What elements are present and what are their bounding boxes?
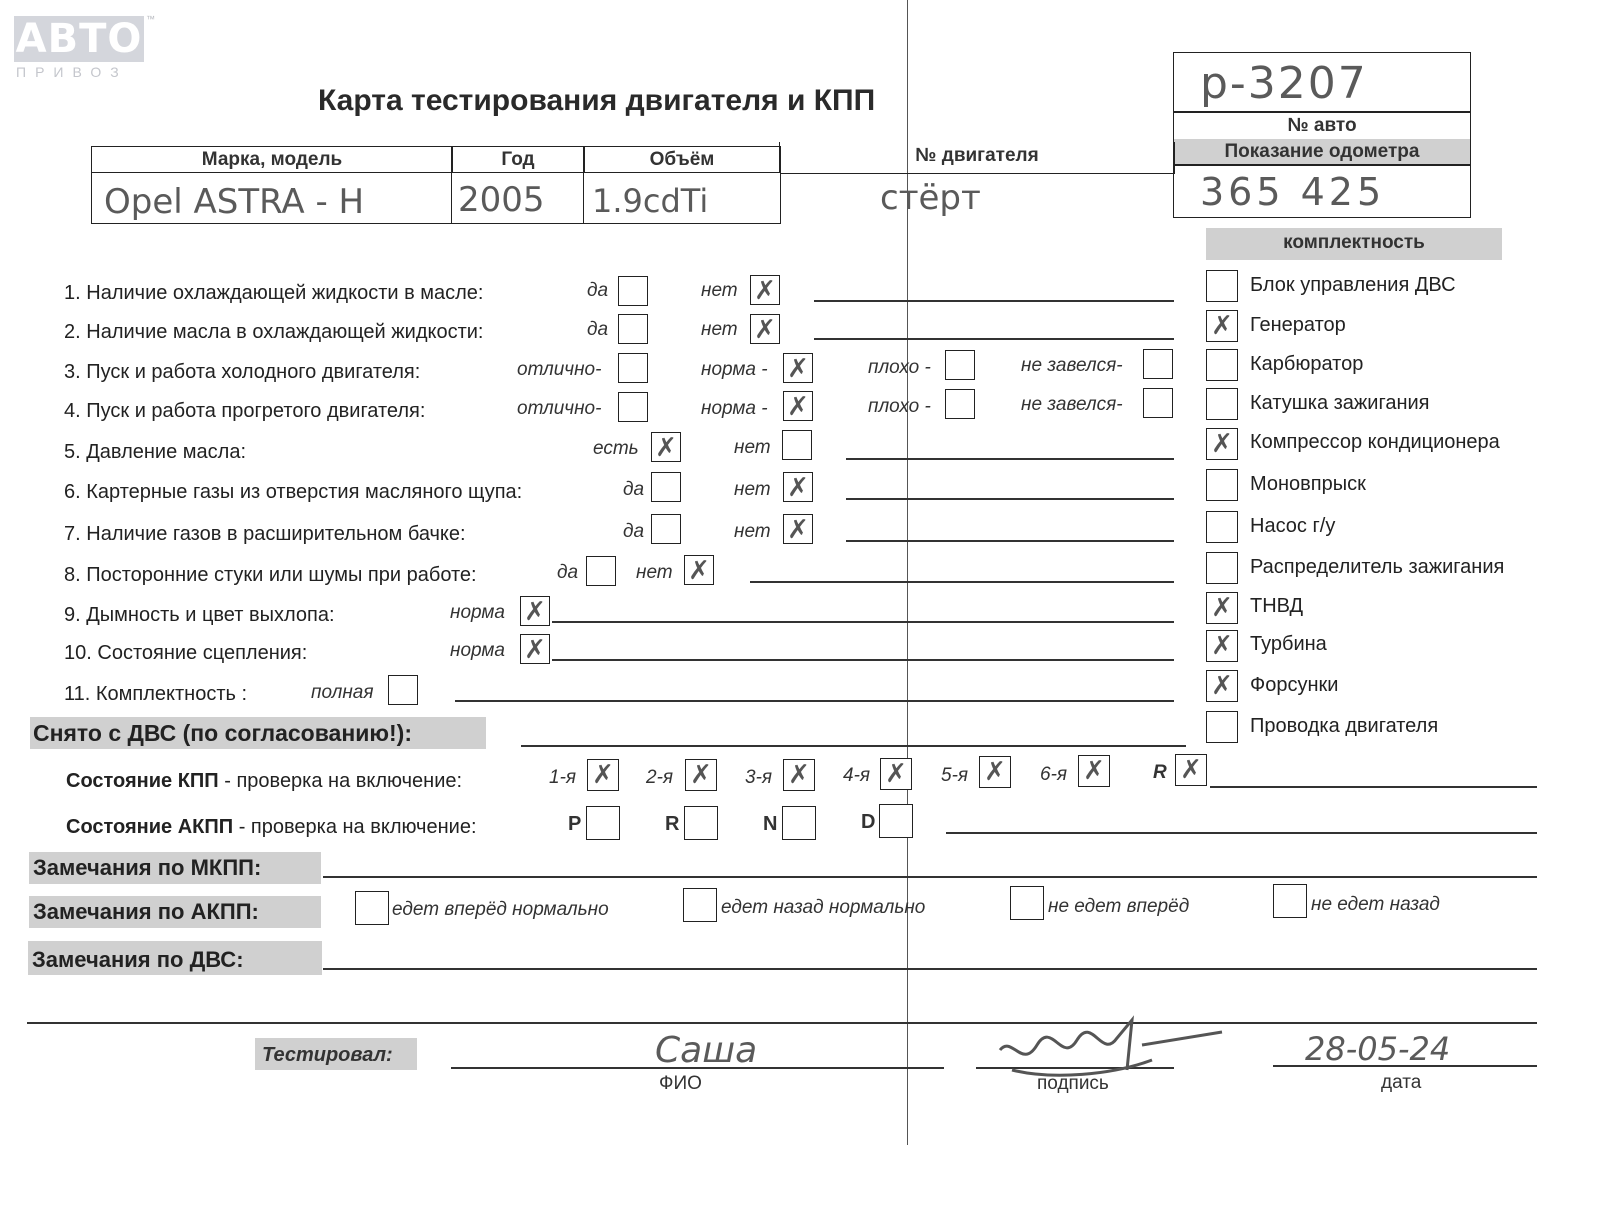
akpp-no-backward-checkbox[interactable] (1273, 884, 1307, 918)
akpp-d-checkbox[interactable] (879, 804, 913, 838)
mkpp-check-label: Состояние КПП - проверка на включение: (66, 770, 463, 792)
q1-yes-checkbox[interactable] (618, 276, 648, 306)
volume-value: 1.9cdTi (592, 182, 709, 220)
q4-bad-checkbox[interactable] (945, 389, 975, 419)
question-7: 7. Наличие газов в расширительном бачке: (64, 523, 466, 545)
kit-ac-compressor-checkbox[interactable] (1206, 428, 1238, 460)
kit-injectors-checkbox[interactable] (1206, 670, 1238, 702)
kit-item-wiring: Проводка двигателя (1250, 715, 1439, 737)
question-5: 5. Давление масла: (64, 441, 246, 463)
remarks-akpp-label: Замечания по АКПП: (33, 899, 259, 924)
q11-full-checkbox[interactable] (388, 675, 418, 705)
kit-injection-pump-checkbox[interactable] (1206, 592, 1238, 624)
q6-no-label: нет (734, 479, 771, 500)
akpp-r-checkbox[interactable] (684, 806, 718, 840)
check-mark: ✗ (1211, 631, 1233, 661)
gear-4-checkbox[interactable] (880, 758, 912, 790)
brand-logo: АВТО (15, 16, 143, 62)
check-mark: ✗ (885, 759, 907, 789)
q8-no-checkbox[interactable] (684, 555, 714, 585)
header-volume: Объём (583, 146, 781, 174)
sign-label: подпись (1037, 1073, 1109, 1094)
trademark-mark: ™ (146, 14, 155, 24)
kit-distributor-checkbox[interactable] (1206, 552, 1238, 584)
fio-label: ФИО (659, 1073, 702, 1094)
date-label: дата (1381, 1072, 1422, 1093)
q2-comment-line[interactable] (814, 338, 1174, 340)
brand-logo-subtitle: ПРИВОЗ (16, 64, 128, 80)
kit-item-power-steering-pump: Насос г/у (1250, 515, 1336, 537)
q7-comment-line[interactable] (846, 540, 1174, 542)
q4-normal-label: норма - (701, 398, 768, 419)
check-mark: ✗ (1211, 593, 1233, 623)
q4-excellent-checkbox[interactable] (618, 392, 648, 422)
gear-r-checkbox[interactable] (1175, 754, 1207, 786)
kit-ignition-coil-checkbox[interactable] (1206, 388, 1238, 420)
q1-no-checkbox[interactable] (750, 275, 780, 305)
q3-bad-label: плохо - (868, 357, 931, 378)
gear-5-checkbox[interactable] (979, 756, 1011, 788)
akpp-no-forward-checkbox[interactable] (1010, 886, 1044, 920)
q7-yes-label: да (623, 521, 645, 542)
q5-yes-label: есть (593, 438, 639, 459)
q3-excellent-label: отлично- (517, 359, 602, 380)
gear-6-label: 6-я (1040, 764, 1068, 785)
kit-carburetor-checkbox[interactable] (1206, 349, 1238, 381)
q7-no-label: нет (734, 521, 771, 542)
akpp-p-label: P (568, 813, 582, 835)
akpp-comment-line[interactable] (946, 832, 1537, 834)
kit-mono-injection-checkbox[interactable] (1206, 469, 1238, 501)
header-year: Год (451, 146, 585, 174)
check-mark: ✗ (524, 597, 546, 627)
header-engine-number: № двигателя (779, 142, 1175, 174)
q2-option-no-label: нет (701, 319, 738, 340)
removed-label: Снято с ДВС (по согласованию!): (33, 720, 412, 746)
kit-item-turbine: Турбина (1250, 633, 1327, 655)
q11-comment-line[interactable] (455, 700, 1174, 702)
q4-no-start-label: не завелся- (1021, 394, 1123, 415)
q10-comment-line[interactable] (552, 659, 1174, 661)
akpp-d-label: D (861, 811, 876, 833)
q8-no-label: нет (636, 562, 673, 583)
check-mark: ✗ (787, 515, 809, 545)
q3-bad-checkbox[interactable] (945, 350, 975, 380)
check-mark: ✗ (984, 757, 1006, 787)
akpp-no-backward-label: не едет назад (1311, 894, 1440, 915)
odometer-divider (1173, 164, 1471, 166)
q8-yes-checkbox[interactable] (586, 556, 616, 586)
kit-power-steering-pump-checkbox[interactable] (1206, 511, 1238, 543)
auto-number-divider (1173, 111, 1471, 113)
question-9: 9. Дымность и цвет выхлопа: (64, 604, 335, 626)
q10-normal-checkbox[interactable] (520, 634, 550, 664)
tested-by-label: Тестировал: (262, 1044, 393, 1066)
q3-normal-label: норма - (701, 359, 768, 380)
remarks-mkpp-label: Замечания по МКПП: (33, 855, 262, 880)
q9-normal-checkbox[interactable] (520, 596, 550, 626)
check-mark: ✗ (1180, 755, 1202, 785)
kit-item-injectors: Форсунки (1250, 674, 1339, 696)
q9-comment-line[interactable] (552, 621, 1174, 623)
kit-item-ecu: Блок управления ДВС (1250, 274, 1456, 296)
mkpp-comment-line[interactable] (1210, 786, 1537, 788)
gear-1-checkbox[interactable] (587, 759, 619, 791)
engine-number-value: стёрт (880, 178, 981, 218)
check-mark: ✗ (788, 760, 810, 790)
page-title: Карта тестирования двигателя и КПП (318, 84, 876, 117)
check-mark: ✗ (787, 392, 809, 422)
question-11: 11. Комплектность : (64, 683, 248, 705)
q8-yes-label: да (557, 562, 579, 583)
q5-no-checkbox[interactable] (782, 430, 812, 460)
check-mark: ✗ (1211, 671, 1233, 701)
odometer-value: 365 425 (1200, 170, 1386, 214)
check-mark: ✗ (592, 760, 614, 790)
check-mark: ✗ (1211, 311, 1233, 341)
q4-excellent-label: отлично- (517, 398, 602, 419)
kit-item-ac-compressor: Компрессор кондиционера (1250, 431, 1500, 453)
akpp-forward-ok-checkbox[interactable] (355, 891, 389, 925)
akpp-n-checkbox[interactable] (782, 806, 816, 840)
q6-yes-checkbox[interactable] (651, 472, 681, 502)
q1-option-no-label: нет (701, 280, 738, 301)
gear-r-label: R (1153, 762, 1167, 783)
q4-normal-checkbox[interactable] (783, 391, 813, 421)
remarks-dvs-line[interactable] (323, 968, 1537, 970)
q3-normal-checkbox[interactable] (783, 353, 813, 383)
question-6: 6. Картерные газы из отверстия масляного щупа: (64, 481, 523, 503)
check-mark: ✗ (787, 473, 809, 503)
signature-stroke (1000, 1020, 1222, 1075)
check-mark: ✗ (1083, 756, 1105, 786)
check-mark: ✗ (754, 315, 776, 345)
fio-value: Саша (655, 1030, 758, 1071)
check-mark: ✗ (754, 276, 776, 306)
q3-no-start-label: не завелся- (1021, 355, 1123, 376)
check-mark: ✗ (690, 760, 712, 790)
question-10: 10. Состояние сцепления: (64, 642, 308, 664)
q6-no-checkbox[interactable] (783, 472, 813, 502)
q8-comment-line[interactable] (750, 581, 1174, 583)
remarks-extra-line[interactable] (27, 1022, 1537, 1024)
question-2: 2. Наличие масла в охлаждающей жидкости: (64, 321, 484, 343)
akpp-backward-ok-label: едет назад нормально (721, 897, 926, 918)
gear-1-label: 1-я (549, 767, 577, 788)
gear-2-label: 2-я (646, 767, 674, 788)
gear-3-label: 3-я (745, 767, 773, 788)
check-mark: ✗ (1211, 429, 1233, 459)
gear-4-label: 4-я (843, 765, 871, 786)
q2-yes-checkbox[interactable] (618, 314, 648, 344)
check-mark: ✗ (524, 635, 546, 665)
gear-5-label: 5-я (941, 765, 969, 786)
signature-scribble (992, 1010, 1232, 1090)
q5-comment-line[interactable] (846, 458, 1174, 460)
auto-number-label: № авто (1287, 115, 1357, 136)
gear-3-checkbox[interactable] (783, 759, 815, 791)
q3-no-start-checkbox[interactable] (1143, 349, 1173, 379)
date-value: 28-05-24 (1305, 1030, 1451, 1068)
question-3: 3. Пуск и работа холодного двигателя: (64, 361, 421, 383)
question-4: 4. Пуск и работа прогретого двигателя: (64, 400, 426, 422)
removed-comment-line[interactable] (521, 745, 1186, 747)
kit-item-carburetor: Карбюратор (1250, 353, 1364, 375)
question-8: 8. Посторонние стуки или шумы при работе: (64, 564, 477, 586)
q3-excellent-checkbox[interactable] (618, 353, 648, 383)
q2-option-yes-label: да (587, 319, 609, 340)
q9-normal-label: норма (450, 602, 505, 623)
remarks-dvs-label: Замечания по ДВС: (32, 947, 244, 972)
auto-number-value: р-3207 (1200, 58, 1368, 109)
q4-bad-label: плохо - (868, 396, 931, 417)
q4-no-start-checkbox[interactable] (1143, 388, 1173, 418)
akpp-backward-ok-checkbox[interactable] (683, 888, 717, 922)
gear-2-checkbox[interactable] (685, 759, 717, 791)
q7-no-checkbox[interactable] (783, 514, 813, 544)
q2-no-checkbox[interactable] (750, 314, 780, 344)
remarks-mkpp-line[interactable] (323, 876, 1537, 878)
kit-item-distributor: Распределитель зажигания (1250, 556, 1505, 578)
kit-ecu-checkbox[interactable] (1206, 270, 1238, 302)
question-1: 1. Наличие охлаждающей жидкости в масле: (64, 282, 484, 304)
q5-yes-checkbox[interactable] (651, 432, 681, 462)
header-make-model: Марка, модель (91, 146, 453, 174)
q6-yes-label: да (623, 479, 645, 500)
akpp-r-label: R (665, 813, 680, 835)
q5-no-label: нет (734, 437, 771, 458)
akpp-n-label: N (763, 813, 778, 835)
q1-comment-line[interactable] (814, 300, 1174, 302)
kit-item-generator: Генератор (1250, 314, 1346, 336)
akpp-no-forward-label: не едет вперёд (1048, 896, 1190, 917)
kit-item-mono-injection: Моновпрыск (1250, 473, 1366, 495)
check-mark: ✗ (787, 354, 809, 384)
check-mark: ✗ (688, 556, 710, 586)
kit-item-ignition-coil: Катушка зажигания (1250, 392, 1430, 414)
odometer-label: Показание одометра (1224, 141, 1420, 162)
kit-generator-checkbox[interactable] (1206, 310, 1238, 342)
akpp-p-checkbox[interactable] (586, 806, 620, 840)
q10-normal-label: норма (450, 640, 505, 661)
q6-comment-line[interactable] (846, 498, 1174, 500)
make-model-value: Opel ASTRA - H (104, 182, 365, 222)
akpp-forward-ok-label: едет вперёд нормально (392, 899, 609, 920)
gear-6-checkbox[interactable] (1078, 755, 1110, 787)
q11-full-label: полная (311, 682, 374, 703)
kit-item-injection-pump: ТНВД (1250, 595, 1304, 617)
kit-turbine-checkbox[interactable] (1206, 630, 1238, 662)
akpp-check-label: Состояние АКПП - проверка на включение: (66, 816, 477, 838)
kit-wiring-checkbox[interactable] (1206, 711, 1238, 743)
q7-yes-checkbox[interactable] (651, 514, 681, 544)
check-mark: ✗ (655, 433, 677, 463)
q1-option-yes-label: да (587, 280, 609, 301)
kit-title: комплектность (1283, 232, 1425, 253)
year-value: 2005 (458, 180, 545, 220)
